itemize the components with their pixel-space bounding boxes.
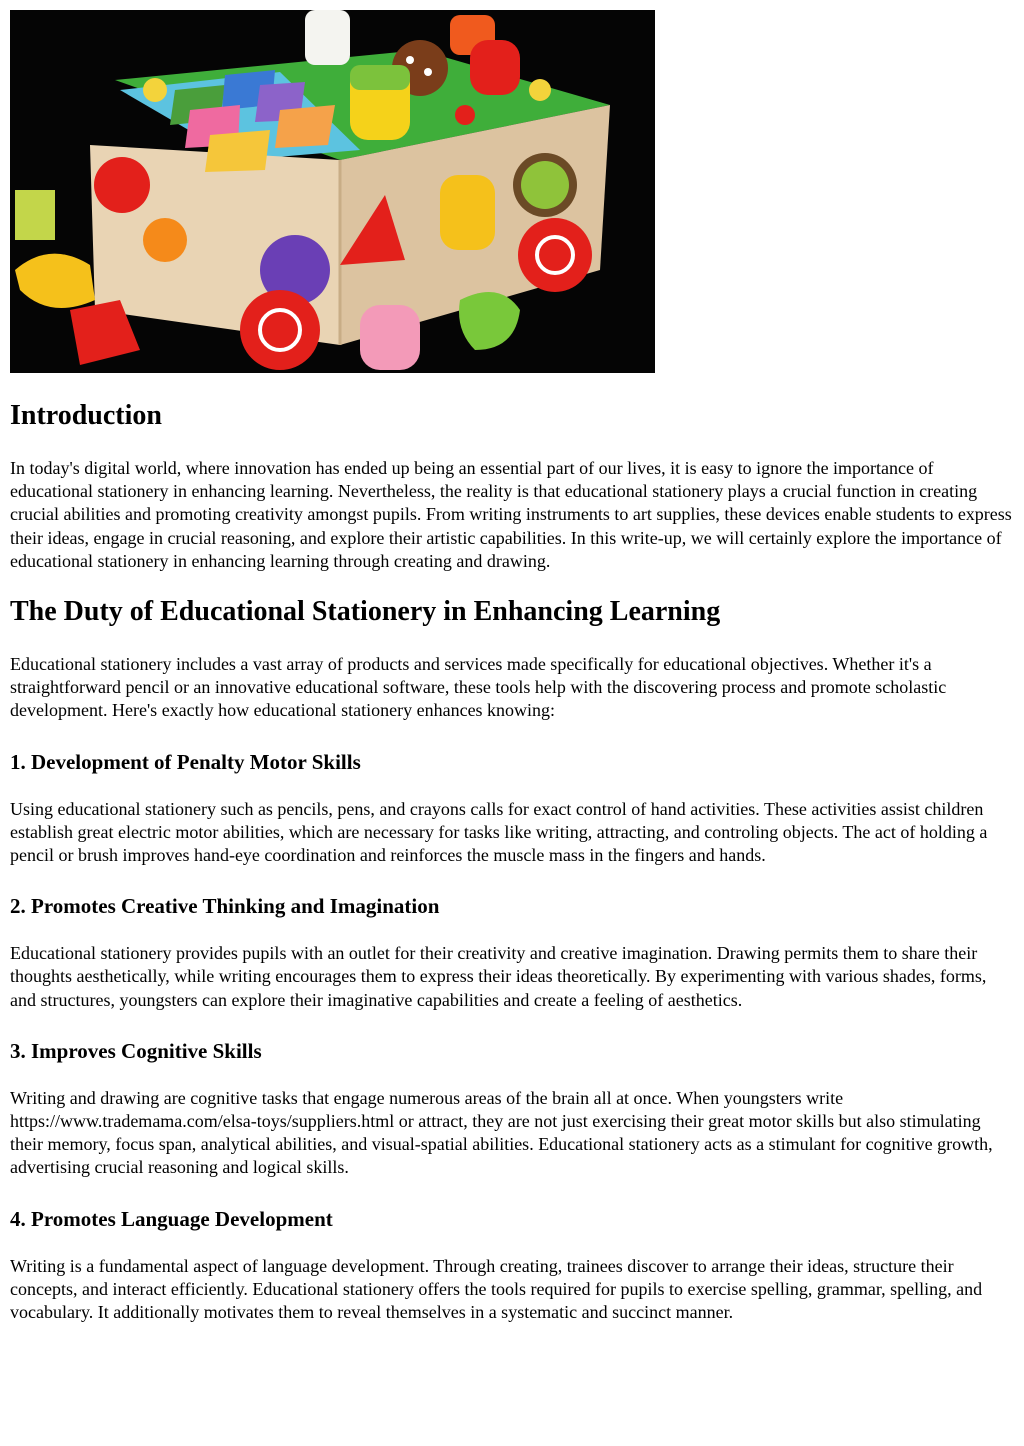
duty-paragraph: Educational stationery includes a vast array of products and services made specifically for educational objectives. Whether it's a straightforward pencil or an innovative educational software, these tools help with the discovering process and promote scholastic development. Here's exactly how educational stationery enhances knowing:	[10, 654, 947, 721]
article-page	[10, 10, 1014, 1324]
section-4-heading: 4. Promotes Language Development	[10, 1206, 333, 1231]
supplier-url-text: https://www.trademama.com/elsa-toys/suppliers.html	[10, 1111, 395, 1132]
section-3-text-after-link: or attract, they are not just exercising their great motor skills but also stimulating their memory, focus span, analytical abilities, and visual-spatial abilities. Educational stationery acts as a stimulant for cognitive growth, advertising crucial reasoning and logical skills.	[10, 1111, 993, 1178]
section-3-paragraph	[10, 1087, 1014, 1180]
section-1-heading: 1. Development of Penalty Motor Skills	[10, 749, 361, 774]
intro-heading: Introduction	[10, 400, 162, 431]
section-2-paragraph: Educational stationery provides pupils with an outlet for their creativity and creative imagination. Drawing permits them to share their thoughts aesthetically, while writing encourages them to express their ideas theoretically. By experimenting with various shades, forms, and structures, youngsters can explore their imaginative capabilities and create a feeling of aesthetics.	[10, 943, 987, 1010]
duty-heading: The Duty of Educational Stationery in Enhancing Learning	[10, 596, 721, 628]
section-3-text-before-link: Writing and drawing are cognitive tasks that engage numerous areas of the brain all at once. When youngsters write	[10, 1087, 844, 1108]
toy-illustration	[10, 10, 655, 373]
section-4-paragraph: Writing is a fundamental aspect of language development. Through creating, trainees discover to arrange their ideas, structure their concepts, and interact efficiently. Educational stationery offers the tools required for pupils to exercise spelling, grammar, spelling, and vocabulary. It additionally motivates them to reveal themselves in a systematic and succinct manner.	[10, 1255, 983, 1323]
section-3-heading: 3. Improves Cognitive Skills	[10, 1038, 262, 1063]
hero-image-wooden-fruit-shape-sorter-toy	[10, 10, 655, 373]
intro-paragraph: In today's digital world, where innovation has ended up being an essential part of our lives, it is easy to ignore the importance of educational stationery in enhancing learning. Nevertheless, the reality is that educational stationery plays a crucial function in creating crucial abilities and promoting creativity amongst pupils. From writing instruments to art supplies, these devices enable students to express their ideas, engage in crucial reasoning, and explore their artistic capabilities. In this write-up, we will certainly explore the importance of educational stationery in enhancing learning through creating and drawing.	[10, 458, 1012, 571]
section-2-heading: 2. Promotes Creative Thinking and Imagination	[10, 894, 440, 919]
section-1-paragraph: Using educational stationery such as pencils, pens, and crayons calls for exact control of hand activities. These activities assist children establish great electric motor abilities, which are necessary for tasks like writing, attracting, and controling objects. The act of holding a pencil or brush improves hand-eye coordination and reinforces the muscle mass in the fingers and hands.	[10, 798, 988, 866]
